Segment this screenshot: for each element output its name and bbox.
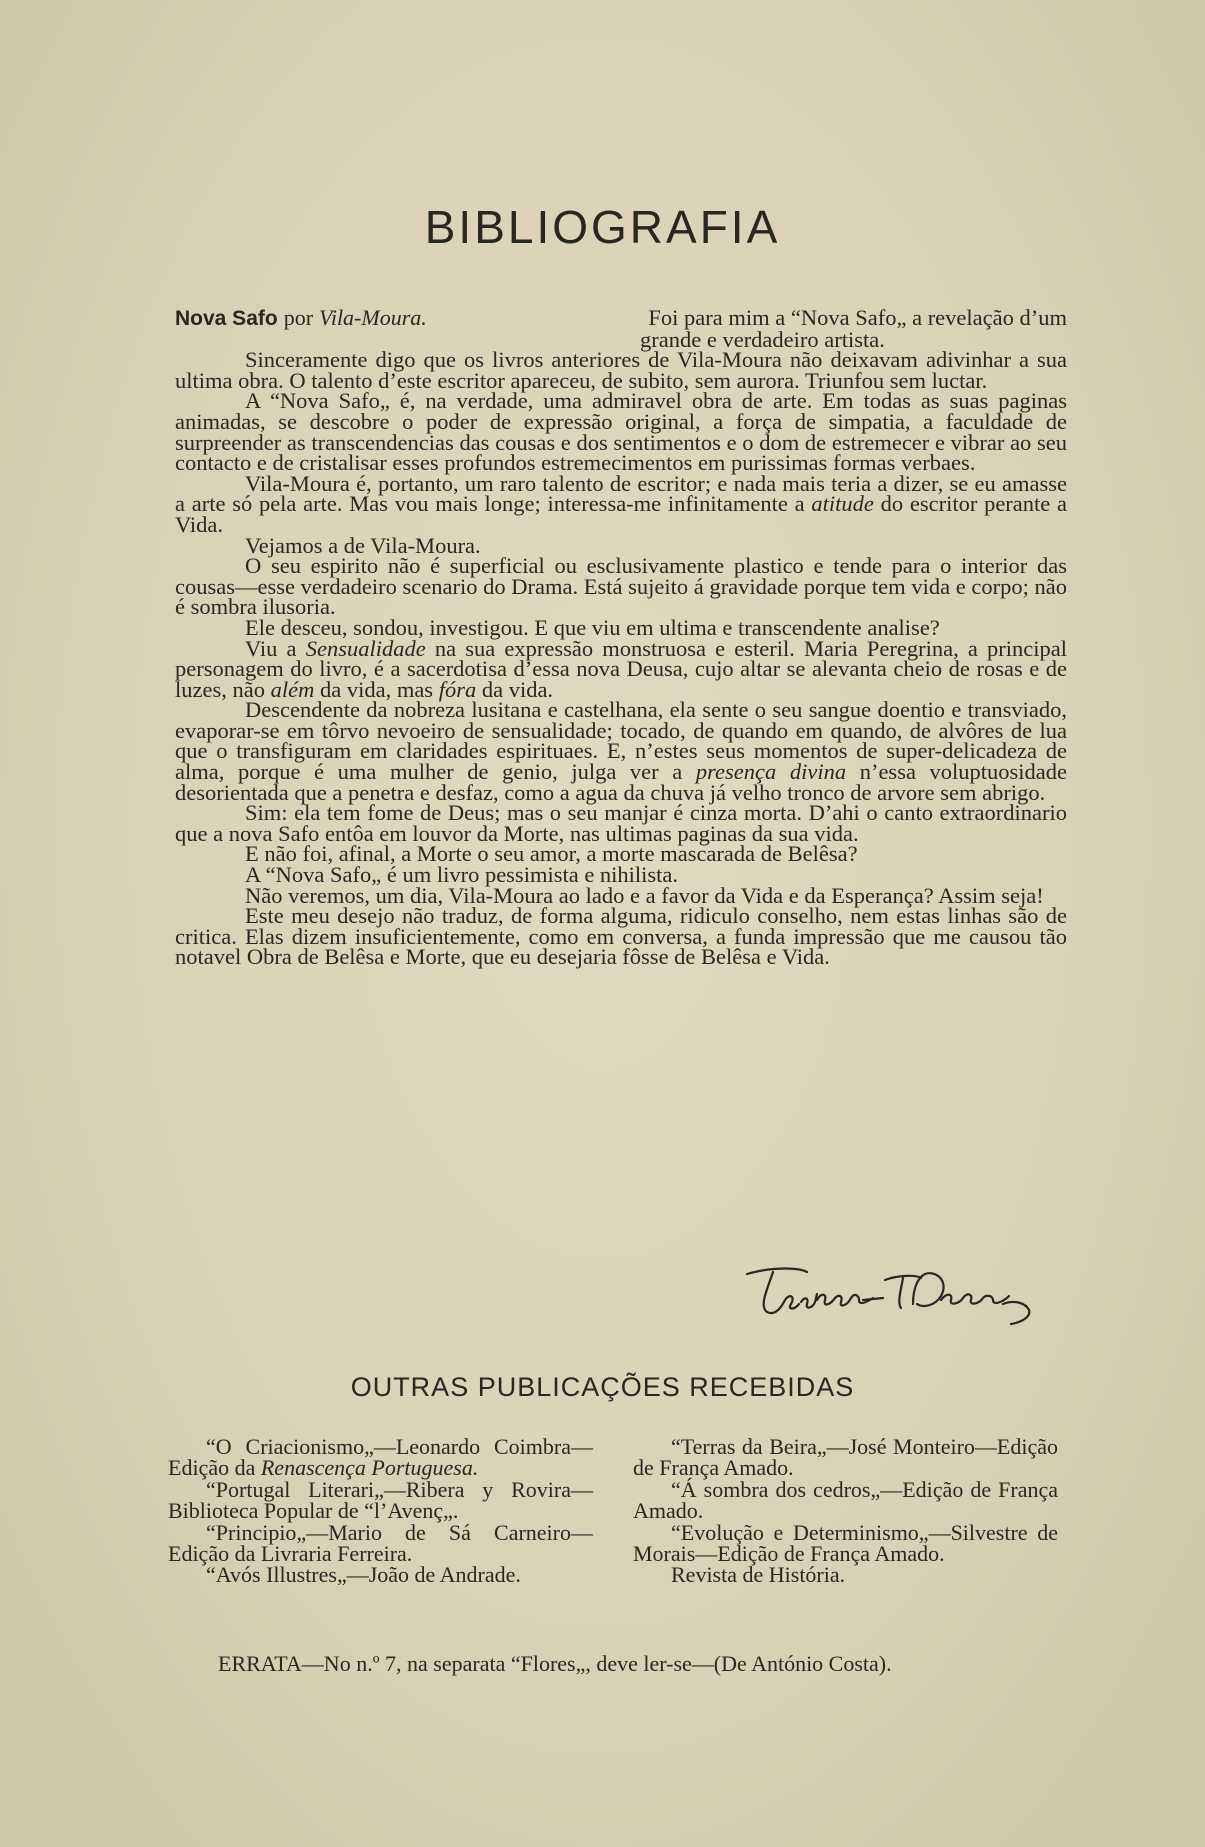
- list-item: “Principio„—Mario de Sá Carneiro—Edição da Livraria Ferreira.: [168, 1519, 593, 1567]
- review-first-line-cont: grande e verdadeiro artista.: [640, 326, 885, 352]
- book-title: Nova Safo: [175, 307, 278, 330]
- list-item: “Evolução e Determinismo„—Silvestre de Morais—Edição de França Amado.: [633, 1519, 1058, 1567]
- publications-right-column: [633, 1436, 1058, 1586]
- publications-columns: [168, 1436, 1058, 1586]
- list-item: “Avós Illustres„—João de Andrade.: [206, 1562, 521, 1588]
- emphasis: fóra: [438, 676, 477, 702]
- list-item: “Á sombra dos cedros„—Edição de França Amado.: [633, 1476, 1058, 1524]
- review-paragraph: Viu a Sensualidade na sua expressão monstruosa e esteril. Maria Peregrina, a principal personagem do livro, é a sacerdotisa d’essa nova Deusa, cujo altar se alevanta cheio de rosas e de luzes, não além da vida, mas fóra da vida.: [175, 635, 1068, 702]
- review-paragraph: Este meu desejo não traduz, de forma alguma, ridiculo conselho, nem estas linhas são de critica. Elas dizem insuficientemente, como em conversa, a funda impressão que me causou tão notavel Obra de Belêsa e Morte, que eu desejaria fôsse de Belêsa e Vida.: [175, 903, 1067, 970]
- emphasis: presença divina: [695, 759, 847, 785]
- review-heading: [175, 305, 427, 330]
- review-paragraph: Não veremos, um dia, Vila-Moura ao lado e a favor da Vida e da Esperança? Assim seja!: [245, 882, 1044, 908]
- review-paragraph: Descendente da nobreza lusitana e castelhana, ela sente o seu sangue doentio e transviado, evaporar-se em tôrvo nevoeiro de sensualidade; tocado, de quando em quando, de alvôres de lua que o transfiguram em claridades espirituaes. E, n’estes seus momentos de super-delicadeza de alma, porque é uma mulher de genio, julga ver a presença divina n’essa voluptuosidade desorientada que a penetra e desfaz, como a agua da chuva já velho tronco de arvore sem abrigo.: [175, 697, 1068, 805]
- emphasis: Renascença Portuguesa.: [260, 1455, 479, 1481]
- review-article: [175, 305, 1068, 970]
- emphasis: além: [270, 676, 315, 702]
- list-item: “Terras da Beira„—José Monteiro—Edição de França Amado.: [633, 1434, 1058, 1481]
- list-item: “O Criacionismo„—Leonardo Coimbra—Edição da Renascença Portuguesa.: [168, 1434, 593, 1481]
- review-paragraph: Sinceramente digo que os livros anteriores de Vila-Moura não deixavam adivinhar a sua ultima obra. O talento d’este escritor apareceu, de subito, sem aurora. Triunfou sem luctar.: [175, 347, 1067, 393]
- handwritten-signature: [745, 1260, 1045, 1340]
- list-item: “Portugal Literari„—Ribera y Rovira—Biblioteca Popular de “l’Avenç„.: [168, 1476, 593, 1524]
- section-heading: OUTRAS PUBLICAÇÕES RECEBIDAS: [350, 1372, 855, 1402]
- review-first-line: Foi para mim a “Nova Safo„ a revelação d’um: [648, 305, 1067, 330]
- emphasis: atitude: [811, 491, 874, 517]
- list-item: Revista de História.: [671, 1562, 846, 1588]
- review-paragraph: O seu espirito não é superficial ou esclusivamente plastico e tende para o interior das cousas—esse verdadeiro scenario do Drama. Está sujeito á gravidade porque tem vida e corpo; não é sombra ilusoria.: [175, 553, 1067, 620]
- review-paragraph: A “Nova Safo„ é, na verdade, uma admiravel obra de arte. Em todas as suas paginas animadas, se descobre o poder de expressão original, a força de simpatia, a faculdade de surpreender as transcendencias das cousas e dos sentimentos e o dom de estremecer e vibrar ao seu contacto e de cristalisar esses profundos estremecimentos em purissimas formas verbaes.: [175, 388, 1067, 476]
- review-heading-row: [175, 305, 1067, 330]
- review-paragraph: E não foi, afinal, a Morte o seu amor, a morte mascarada de Belêsa?: [245, 841, 858, 867]
- review-paragraph: Sim: ela tem fome de Deus; mas o seu manjar é cinza morta. D’ahi o canto extraordinario que a nova Safo entôa em louvor da Morte, nas ultimas paginas da sua vida.: [175, 800, 1067, 846]
- emphasis: Sensualidade: [305, 635, 426, 661]
- signature-icon: [745, 1260, 1045, 1340]
- review-por: por: [283, 305, 314, 330]
- review-paragraph: A “Nova Safo„ é um livro pessimista e nihilista.: [245, 862, 679, 888]
- page-title: BIBLIOGRAFIA: [424, 201, 781, 253]
- errata-note: ERRATA—No n.º 7, na separata “Flores„, deve ler-se—(De António Costa).: [218, 1651, 892, 1676]
- review-paragraph: Vila-Moura é, portanto, um raro talento de escritor; e nada mais teria a dizer, se eu amasse a arte só pela arte. Mas vou mais longe; interessa-me infinitamente a atitude do escritor perante a Vida.: [175, 470, 1068, 537]
- book-author: Vila-Moura.: [319, 305, 427, 330]
- review-paragraph: Ele desceu, sondou, investigou. E que viu em ultima e transcendente analise?: [245, 614, 940, 640]
- review-paragraph: Vejamos a de Vila-Moura.: [245, 532, 481, 558]
- publications-left-column: [168, 1436, 593, 1586]
